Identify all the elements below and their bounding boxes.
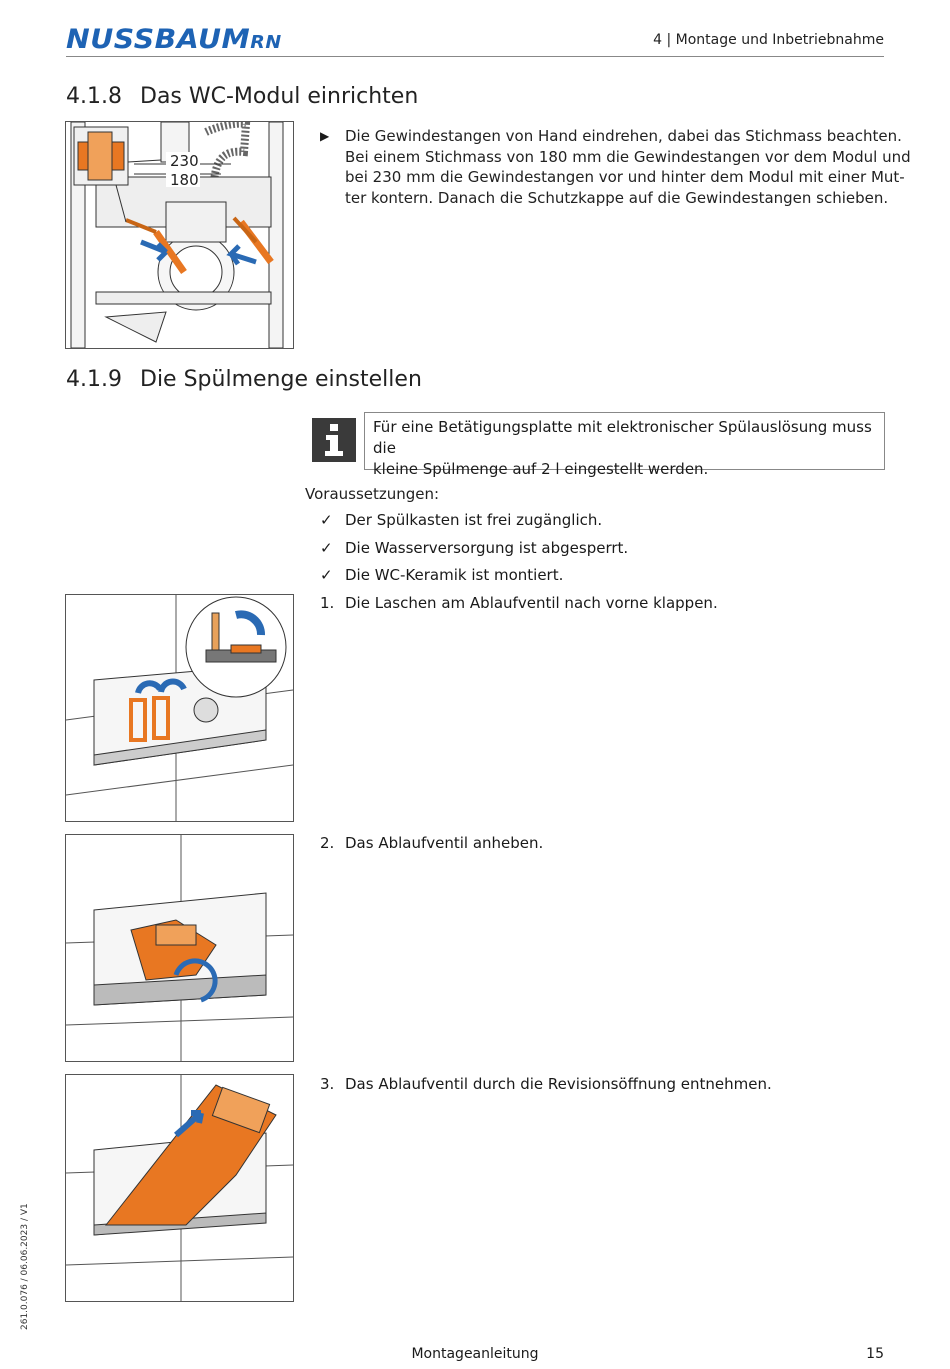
check-icon: ✓ (320, 566, 333, 584)
note-line: Für eine Betätigungsplatte mit elektronischer Spülauslösung muss die (373, 418, 872, 457)
chapter-header: 4 | Montage und Inbetriebnahme (653, 32, 884, 48)
instruction-line: Die Gewindestangen von Hand eindrehen, dabei das Stichmass beachten. (345, 127, 902, 145)
prerequisites-label: Voraussetzungen: (305, 485, 440, 503)
figure-step-3 (65, 1074, 294, 1302)
check-icon: ✓ (320, 539, 333, 557)
info-icon (312, 418, 356, 462)
dimension-180-label: 180 (170, 171, 199, 189)
section-heading-419: 4.1.9 Die Spülmenge einstellen (66, 367, 422, 392)
instruction-line: Bei einem Stichmass von 180 mm die Gewindestangen vor dem Modul und (345, 147, 911, 166)
note-box (364, 412, 885, 478)
dimension-230-label: 230 (170, 152, 199, 170)
note-line: kleine Spülmenge auf 2 l eingestellt werden. (373, 460, 709, 478)
figure-wc-module (65, 121, 294, 349)
instruction-418 (320, 126, 911, 208)
brand-logo: NUSSBAUMRN (66, 24, 282, 55)
figure-step-2 (65, 834, 294, 1062)
header-divider (66, 56, 884, 57)
footer-doc-type: Montageanleitung (411, 1346, 539, 1362)
check-icon: ✓ (320, 511, 333, 529)
triangle-bullet-icon: ▶ (320, 129, 330, 143)
document-code: 261.0.076 / 06.06.2023 / V1 (20, 1203, 30, 1330)
figure-step-1 (65, 594, 294, 822)
section-heading-418: 4.1.8 Das WC-Modul einrichten (66, 84, 419, 109)
instruction-line: ter kontern. Danach die Schutzkappe auf die Gewindestangen schieben. (345, 188, 889, 207)
page-number: 15 (866, 1346, 884, 1362)
instruction-line: bei 230 mm die Gewindestangen vor und hinter dem Modul mit einer Mut- (345, 168, 905, 186)
